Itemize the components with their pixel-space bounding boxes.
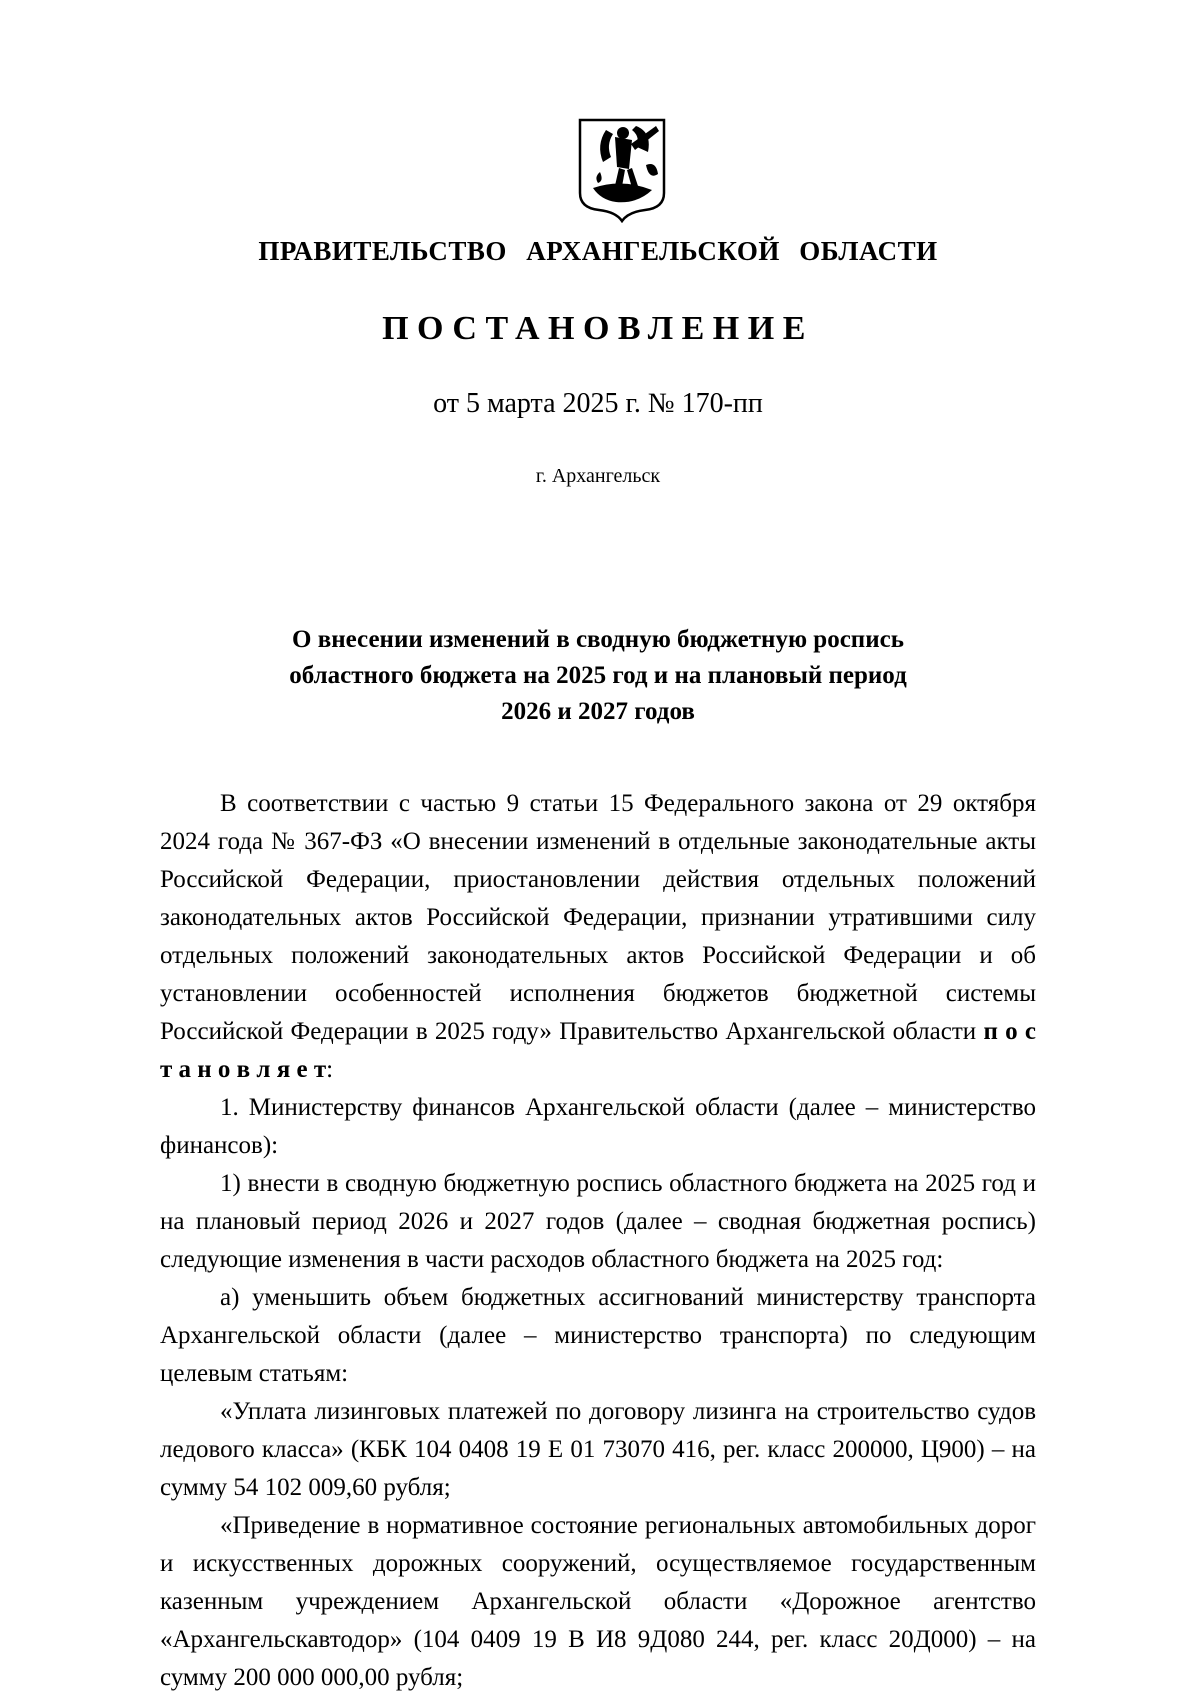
document-content: [160, 236, 1036, 1697]
document-title-line-2: областного бюджета на 2025 год и на плановый период: [289, 662, 907, 689]
document-title-line-3: 2026 и 2027 годов: [501, 698, 695, 725]
paragraph-roads: «Приведение в нормативное состояние региональных автомобильных дорог и искусственных дорожных сооружений, осуществляемое государственным казенным учреждением Архангельской области «Дорожное агентство «Архангельскавтодор» (104 0409 19 В И8 9Д080 244, рег. класс 20Д000) – на сумму 200 000 000,00 рубля;: [160, 1512, 1036, 1691]
document-body: [160, 785, 1036, 1697]
document-title: [160, 622, 1036, 730]
paragraph-preamble: [160, 785, 1036, 1089]
document-title-line-1: О внесении изменений в сводную бюджетную роспись: [292, 626, 904, 653]
city-line: г. Архангельск: [535, 465, 661, 487]
paragraph-leasing-payments: «Уплата лизинговых платежей по договору лизинга на строительство судов ледового класса» (КБК 104 0408 19 Е 01 73070 416, рег. класс 200000, Ц900) – на сумму 54 102 009,60 рубля;: [160, 1398, 1036, 1501]
preamble-text: В соответствии с частью 9 статьи 15 Федерального закона от 29 октября 2024 года № 367-ФЗ «О внесении изменений в отдельные законодательные акты Российской Федерации, приостановлении действия отдельных положений законодательных актов Российской Федерации, признании утратившими силу отдельных положений законодательных актов Российской Федерации и об установлении особенностей исполнения бюджетов бюджетной системы Российской Федерации в 2025 году» Правительство Архангельской области: [160, 790, 1036, 1045]
coat-of-arms-icon: [576, 117, 668, 223]
decree-word: п о с т а н о в л я е т: [160, 1018, 1036, 1083]
date-number-line: от 5 марта 2025 г. № 170-пп: [433, 388, 763, 419]
paragraph-item-1: 1. Министерству финансов Архангельской области (далее – министерство финансов):: [160, 1094, 1036, 1159]
paragraph-subitem-1: 1) внести в сводную бюджетную роспись областного бюджета на 2025 год и на плановый период 2026 и 2027 годов (далее – сводная бюджетная роспись) следующие изменения в части расходов областного бюджета на 2025 год:: [160, 1170, 1036, 1273]
preamble-colon: :: [326, 1056, 334, 1083]
authority-name: ПРАВИТЕЛЬСТВО АРХАНГЕЛЬСКОЙ ОБЛАСТИ: [258, 236, 938, 266]
document-type-heading: ПОСТАНОВЛЕНИЕ: [382, 310, 814, 347]
paragraph-subitem-a: а) уменьшить объем бюджетных ассигнований министерству транспорта Архангельской области (далее – министерство транспорта) по следующим целевым статьям:: [160, 1284, 1036, 1387]
